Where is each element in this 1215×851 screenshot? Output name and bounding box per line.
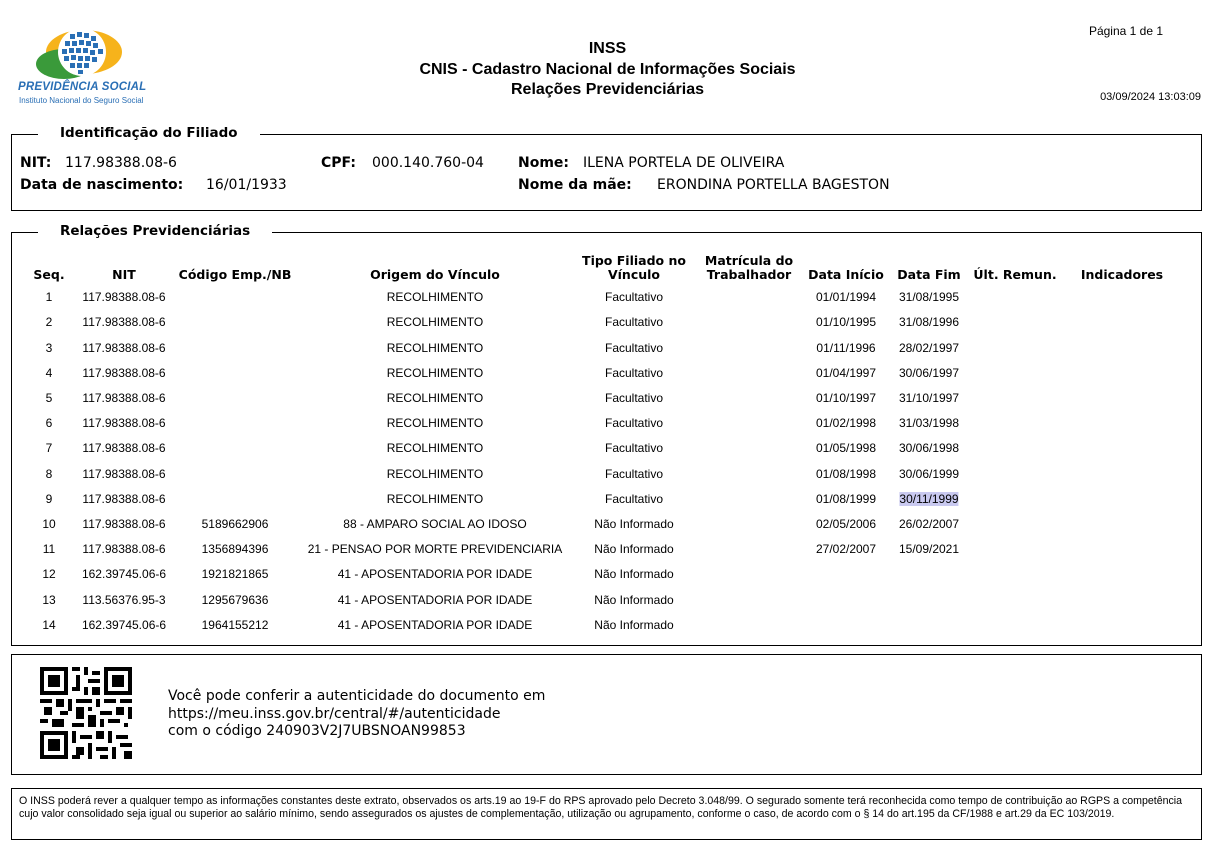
cell-nit: 117.98388.08-6	[82, 315, 166, 329]
cell-seq: 9	[45, 492, 53, 506]
name-label: Nome:	[518, 155, 570, 171]
cell-origem: RECOLHIMENTO	[386, 492, 484, 506]
cell-fim: 30/11/1999	[899, 492, 959, 506]
cell-inicio: 01/11/1996	[816, 341, 876, 355]
nit-label: NIT:	[20, 155, 52, 171]
cell-origem: RECOLHIMENTO	[386, 290, 484, 304]
cell-nit: 117.98388.08-6	[82, 391, 166, 405]
mother-value: ERONDINA PORTELLA BAGESTON	[657, 177, 890, 193]
cell-fim: 31/10/1997	[898, 391, 960, 405]
col-header-tipo: Tipo Filiado no Vínculo	[582, 253, 686, 282]
cell-nit: 117.98388.08-6	[82, 542, 166, 556]
cell-fim: 31/03/1998	[898, 416, 960, 430]
cell-seq: 10	[42, 517, 56, 531]
col-header-origem: Origem do Vínculo	[370, 267, 500, 282]
cell-seq: 8	[45, 467, 53, 481]
cell-inicio: 01/08/1998	[815, 467, 877, 481]
cell-origem: RECOLHIMENTO	[386, 341, 484, 355]
cell-tipo: Não Informado	[594, 542, 674, 556]
cell-inicio: 01/10/1995	[815, 315, 877, 329]
cell-tipo: Facultativo	[604, 315, 664, 329]
cell-nit: 162.39745.06-6	[81, 618, 167, 632]
cell-tipo: Facultativo	[604, 492, 664, 506]
page-number: Página 1 de 1	[1088, 24, 1163, 38]
cell-seq: 1	[45, 290, 53, 304]
cell-origem: 21 - PENSAO POR MORTE PREVIDENCIARIA	[307, 542, 563, 556]
identification-legend: Identificação do Filiado	[38, 125, 260, 141]
cell-nit: 117.98388.08-6	[82, 290, 166, 304]
document-section-title: Relações Previdenciárias	[510, 81, 704, 98]
cell-seq: 12	[42, 567, 56, 581]
cell-inicio: 01/01/1994	[815, 290, 877, 304]
birth-value: 16/01/1933	[206, 177, 287, 193]
cell-inicio: 01/05/1998	[815, 441, 877, 455]
generation-datetime: 03/09/2024 13:03:09	[1100, 91, 1201, 103]
birth-label: Data de nascimento:	[20, 177, 184, 193]
cell-codigo: 1356894396	[201, 542, 269, 556]
verification-code: com o código 240903V2J7UBSNOAN99853	[168, 723, 466, 739]
cell-fim: 26/02/2007	[898, 517, 960, 531]
mother-label: Nome da mãe:	[518, 177, 632, 193]
document-title: INSS	[588, 40, 627, 57]
cell-origem: RECOLHIMENTO	[386, 441, 484, 455]
identification-box	[11, 125, 1202, 211]
cell-nit: 117.98388.08-6	[82, 441, 166, 455]
cell-tipo: Facultativo	[604, 416, 664, 430]
cell-tipo: Não Informado	[594, 517, 674, 531]
cell-seq: 2	[45, 315, 53, 329]
cell-seq: 4	[45, 366, 53, 380]
cell-origem: RECOLHIMENTO	[386, 416, 484, 430]
cell-tipo: Facultativo	[604, 441, 664, 455]
verification-line-1: Você pode conferir a autenticidade do documento em	[168, 688, 546, 704]
cell-seq: 6	[45, 416, 53, 430]
cell-fim: 30/06/1997	[898, 366, 960, 380]
cell-tipo: Facultativo	[604, 366, 664, 380]
cell-fim: 15/09/2021	[898, 542, 960, 556]
cell-tipo: Facultativo	[604, 391, 664, 405]
cell-inicio: 01/02/1998	[815, 416, 877, 430]
cell-origem: RECOLHIMENTO	[386, 467, 484, 481]
cell-origem: 41 - APOSENTADORIA POR IDADE	[337, 618, 533, 632]
qr-code-icon	[40, 667, 132, 759]
cell-origem: RECOLHIMENTO	[386, 315, 484, 329]
cell-nit: 117.98388.08-6	[82, 467, 166, 481]
cell-seq: 13	[42, 593, 56, 607]
cell-seq: 14	[42, 618, 56, 632]
col-header-data-inicio: Data Início	[808, 267, 884, 282]
cell-inicio: 01/10/1997	[815, 391, 877, 405]
cpf-value: 000.140.760-04	[372, 155, 484, 171]
logo-name: PREVIDÊNCIA SOCIAL	[18, 81, 147, 93]
cell-tipo: Facultativo	[604, 290, 664, 304]
col-header-data-fim: Data Fim	[897, 267, 961, 282]
relations-legend: Relações Previdenciárias	[38, 223, 272, 239]
name-value: ILENA PORTELA DE OLIVEIRA	[583, 155, 785, 171]
cell-codigo: 5189662906	[201, 517, 269, 531]
footer-disclaimer: O INSS poderá rever a qualquer tempo as informações constantes deste extrato, observados os arts.19 ao 19-F do RPS aprovado pelo Decreto 3.048/99. O segurado somente terá reconhecida como tempo de contribuição ao RGPS a competência cujo valor consolidado seja igual ou superior ao salário mínimo, sendo assegurados os ajustes de complementação, utilização ou agrupamento, conforme o caso, de acordo com o § 14 do art.195 da CF/1988 e art.29 da EC 103/2019.	[19, 795, 1183, 820]
cell-origem: RECOLHIMENTO	[386, 391, 484, 405]
cell-fim: 31/08/1995	[898, 290, 960, 304]
cell-fim: 28/02/1997	[898, 341, 960, 355]
cell-tipo: Não Informado	[594, 593, 674, 607]
relations-box	[11, 223, 1202, 646]
cell-inicio: 02/05/2006	[815, 517, 877, 531]
cell-seq: 7	[45, 441, 53, 455]
cell-inicio: 01/08/1999	[815, 492, 877, 506]
cell-nit: 117.98388.08-6	[82, 492, 166, 506]
nit-value: 117.98388.08-6	[65, 155, 177, 171]
cell-inicio: 27/02/2007	[815, 542, 877, 556]
cell-nit: 117.98388.08-6	[82, 517, 166, 531]
cell-nit: 117.98388.08-6	[82, 366, 166, 380]
cpf-label: CPF:	[321, 155, 356, 171]
cell-codigo: 1964155212	[201, 618, 269, 632]
cell-tipo: Não Informado	[594, 567, 674, 581]
col-header-nit: NIT	[112, 267, 136, 282]
col-header-ult-remun: Últ. Remun.	[973, 267, 1057, 282]
logo-subtitle: Instituto Nacional do Seguro Social	[19, 96, 144, 105]
cell-tipo: Facultativo	[604, 467, 664, 481]
col-header-indicadores: Indicadores	[1080, 267, 1164, 282]
cell-nit: 117.98388.08-6	[82, 416, 166, 430]
cell-seq: 3	[45, 341, 53, 355]
cell-origem: RECOLHIMENTO	[386, 366, 484, 380]
cell-codigo: 1921821865	[201, 567, 269, 581]
col-header-seq: Seq.	[33, 267, 65, 282]
cell-fim: 30/06/1998	[898, 441, 960, 455]
cell-origem: 41 - APOSENTADORIA POR IDADE	[337, 567, 533, 581]
cell-tipo: Facultativo	[604, 341, 664, 355]
cell-inicio: 01/04/1997	[815, 366, 877, 380]
cell-fim: 31/08/1996	[898, 315, 960, 329]
verification-url[interactable]: https://meu.inss.gov.br/central/#/autenticidade	[168, 705, 501, 722]
cell-codigo: 1295679636	[201, 593, 269, 607]
cell-origem: 88 - AMPARO SOCIAL AO IDOSO	[343, 517, 527, 531]
cell-nit: 162.39745.06-6	[81, 567, 167, 581]
cell-origem: 41 - APOSENTADORIA POR IDADE	[337, 593, 533, 607]
cell-tipo: Não Informado	[594, 618, 674, 632]
cell-seq: 11	[42, 542, 56, 556]
cell-nit: 117.98388.08-6	[82, 341, 166, 355]
cell-fim: 30/06/1999	[898, 467, 960, 481]
cell-seq: 5	[45, 391, 53, 405]
document-subtitle: CNIS - Cadastro Nacional de Informações Sociais	[419, 61, 796, 78]
col-header-matricula: Matrícula do Trabalhador	[704, 253, 794, 282]
cell-nit: 113.56376.95-3	[82, 593, 166, 607]
col-header-codigo: Código Emp./NB	[178, 267, 292, 282]
verification-text	[168, 688, 545, 741]
